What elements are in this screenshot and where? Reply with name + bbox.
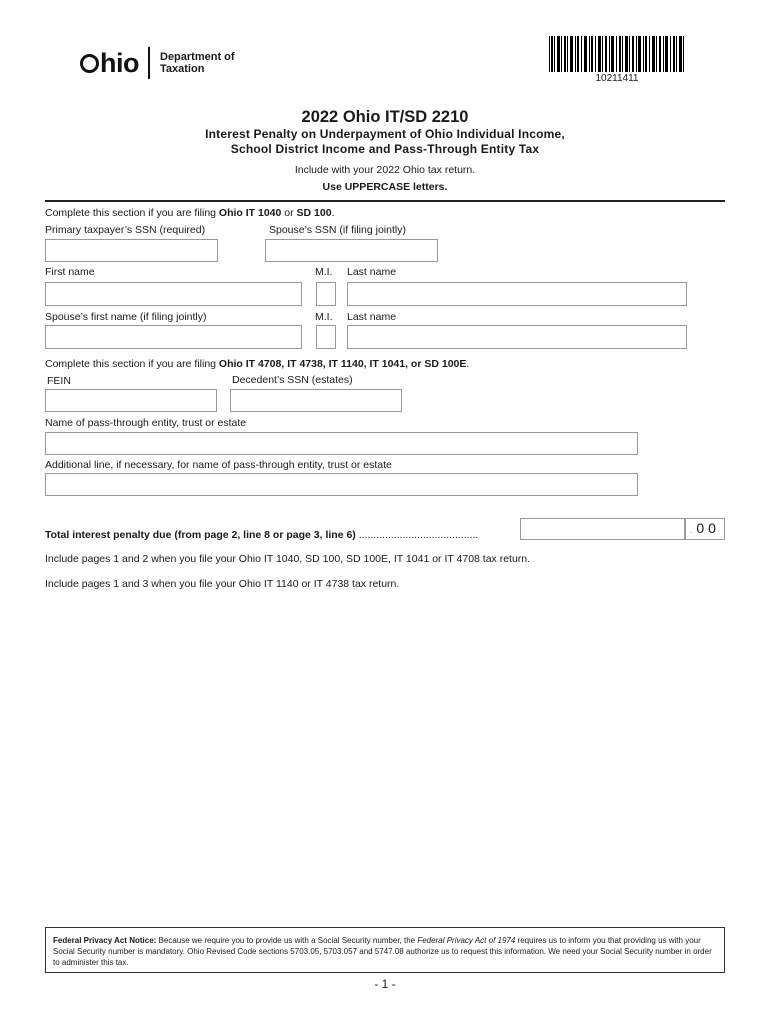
primary-ssn-input[interactable] — [45, 239, 218, 262]
spouse-mi-label: M.I. — [315, 311, 333, 323]
last-name-input[interactable] — [347, 282, 687, 306]
decimal-point: . — [690, 525, 693, 535]
total-penalty-label: Total interest penalty due (from page 2, line 8 or page 3, line 6) ......................................... — [45, 529, 479, 541]
mi-input[interactable] — [316, 282, 336, 306]
include-note: Include with your 2022 Ohio tax return. — [294, 164, 476, 176]
first-name-input[interactable] — [45, 282, 302, 306]
cents-value: 0 0 — [696, 520, 716, 536]
ohio-logo-text: hio — [100, 48, 139, 78]
spouse-first-name-label: Spouse’s first name (if filing jointly) — [45, 311, 207, 323]
decedent-ssn-input[interactable] — [230, 389, 402, 412]
last-name-label: Last name — [347, 266, 397, 278]
form-subtitle-2: School District Income and Pass-Through Entity Tax — [230, 142, 540, 156]
privacy-notice: Federal Privacy Act Notice: Because we require you to provide us with a Social Security number, the Federal Privacy Act of 1974 requires us to inform you that providing us with your Social Security number is mandatory. Ohio Revised Code sections 5703.05, 5703.057 and 5747.08 authorize us to request this information. We need your Social Security number in order to administer this tax. — [45, 927, 725, 973]
total-penalty-input[interactable] — [520, 518, 685, 540]
entity-name-input[interactable] — [45, 432, 638, 455]
fein-label: FEIN — [47, 375, 71, 387]
form-title: 2022 Ohio IT/SD 2210 — [301, 108, 469, 126]
primary-ssn-label: Primary taxpayer’s SSN (required) — [45, 224, 206, 236]
entity-name-additional-input[interactable] — [45, 473, 638, 496]
uppercase-note: Use UPPERCASE letters. — [322, 181, 448, 193]
spouse-first-name-input[interactable] — [45, 325, 302, 349]
dept-line-2: Taxation — [160, 63, 205, 75]
instruction-line-2: Include pages 1 and 3 when you file your Ohio IT 1140 or IT 4738 tax return. — [45, 578, 400, 590]
spouse-ssn-label: Spouse’s SSN (if filing jointly) — [269, 224, 406, 236]
form-subtitle-1: Interest Penalty on Underpayment of Ohio Individual Income, — [205, 127, 565, 141]
fein-input[interactable] — [45, 389, 217, 412]
barcode-number: 10211411 — [595, 73, 639, 84]
entity-name-label: Name of pass-through entity, trust or estate — [45, 417, 247, 429]
ohio-logo — [80, 48, 139, 79]
logo-divider — [148, 47, 150, 79]
page-number: - 1 - — [374, 977, 396, 991]
spouse-mi-input[interactable] — [316, 325, 336, 349]
decedent-ssn-label: Decedent’s SSN (estates) — [232, 374, 353, 386]
header-rule — [45, 200, 725, 202]
section2-intro: Complete this section if you are filing Ohio IT 4708, IT 4738, IT 1140, IT 1041, or SD 100E. — [45, 358, 470, 370]
first-name-label: First name — [45, 266, 95, 278]
spouse-last-name-label: Last name — [347, 311, 397, 323]
instruction-line-1: Include pages 1 and 2 when you file your Ohio IT 1040, SD 100, SD 100E, IT 1041 or IT 4708 tax return. — [45, 553, 531, 565]
ohio-logo-o-icon — [80, 54, 99, 73]
dept-line-1: Department of — [160, 51, 235, 63]
barcode-icon — [549, 36, 685, 72]
section1-intro: Complete this section if you are filing Ohio IT 1040 or SD 100. — [45, 207, 335, 219]
spouse-ssn-input[interactable] — [265, 239, 438, 262]
department-name — [160, 51, 235, 75]
spouse-last-name-input[interactable] — [347, 325, 687, 349]
mi-label: M.I. — [315, 266, 333, 278]
total-penalty-cents — [685, 518, 725, 540]
additional-line-label: Additional line, if necessary, for name of pass-through entity, trust or estate — [45, 459, 392, 471]
